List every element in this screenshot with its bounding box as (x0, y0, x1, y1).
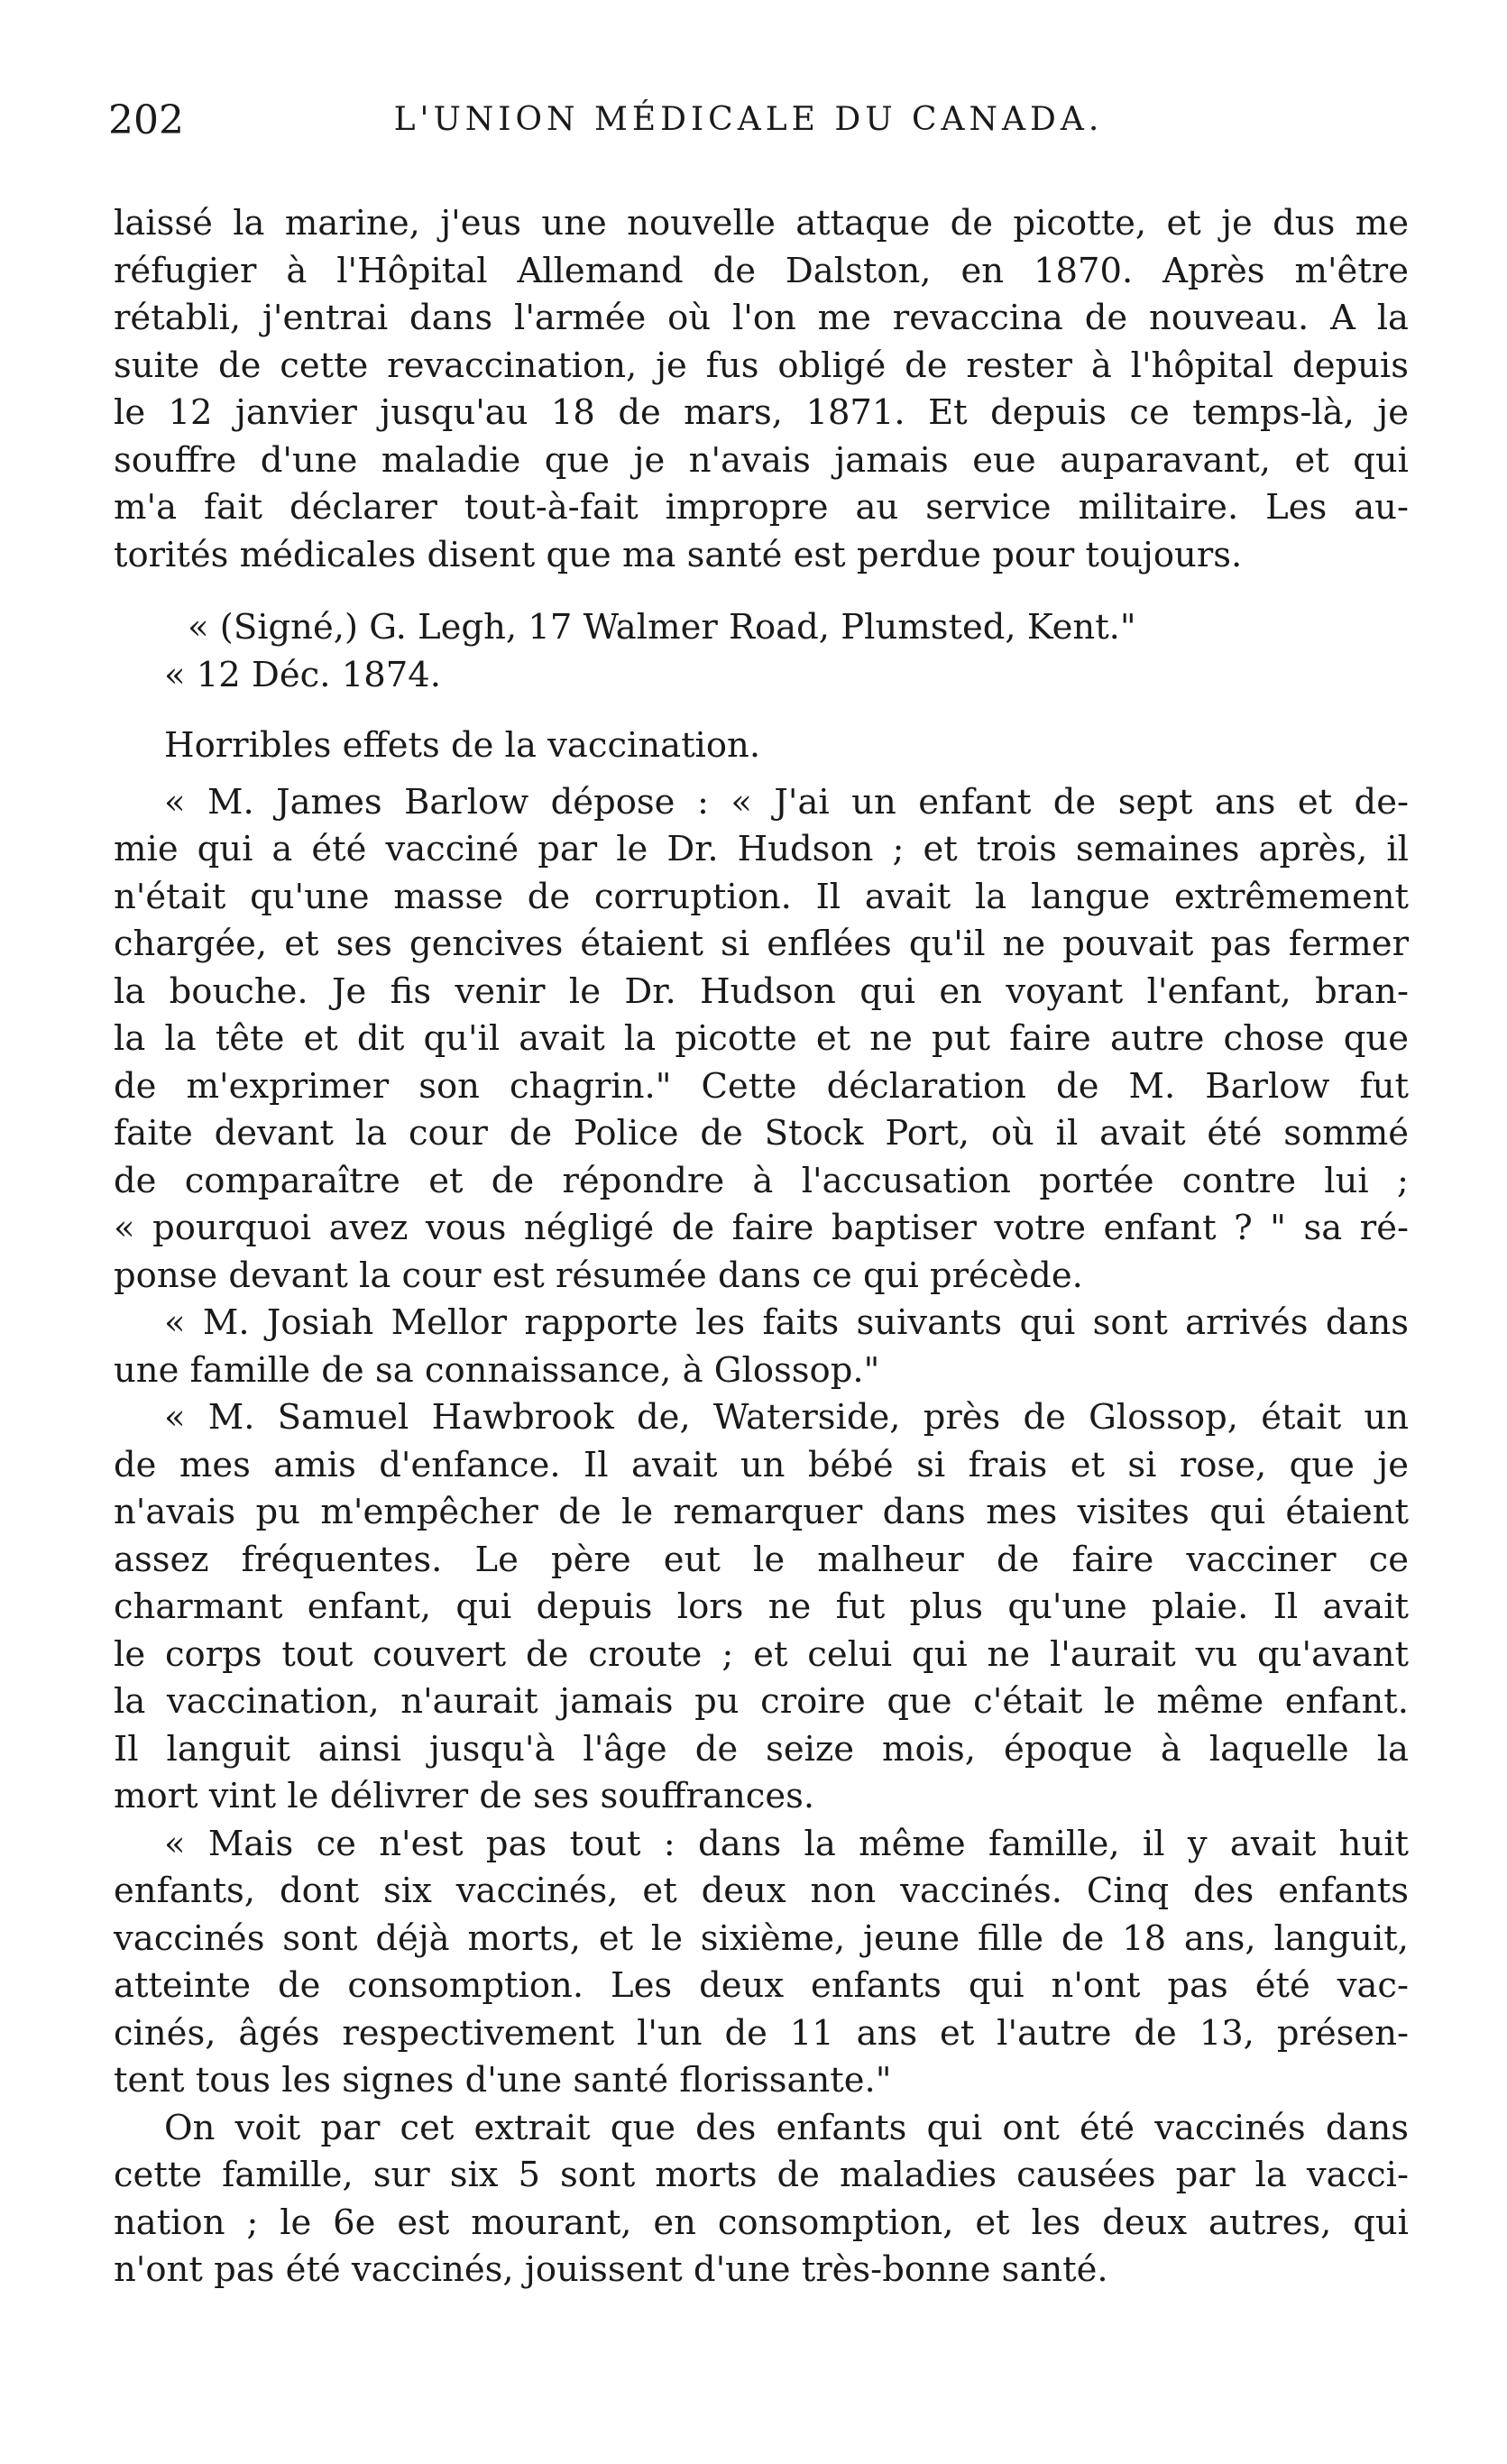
paragraph-mellor (114, 1300, 1409, 1394)
paragraph-barlow (114, 779, 1409, 1301)
text-line: suite de cette revaccination, je fus obligé de rester à l'hôpital depuis (114, 345, 1409, 386)
text-line: mie qui a été vacciné par le Dr. Hudson ; et trois semaines après, il (114, 829, 1409, 869)
signature-line: « (Signé,) G. Legh, 17 Walmer Road, Plumsted, Kent." (188, 607, 1136, 648)
text-line: ponse devant la cour est résumée dans ce qui précède. (114, 1255, 1083, 1296)
signature-date: « 12 Déc. 1874. (164, 654, 441, 695)
text-line: de comparaître et de répondre à l'accusation portée contre lui ; (114, 1160, 1409, 1201)
text-line: assez fréquentes. Le père eut le malheur de faire vacciner ce (114, 1539, 1409, 1580)
text-line: « pourquoi avez vous négligé de faire baptiser votre enfant ? " sa ré- (114, 1208, 1409, 1248)
text-line: le 12 janvier jusqu'au 18 de mars, 1871. Et depuis ce temps-là, je (114, 392, 1409, 433)
page-header (108, 97, 1389, 152)
paragraph-conclusion (114, 2105, 1409, 2294)
text-line: « M. Samuel Hawbrook de, Waterside, près de Glossop, était un (164, 1397, 1409, 1438)
text-line: Il languit ainsi jusqu'à l'âge de seize mois, époque à laquelle la (114, 1728, 1409, 1770)
text-line: de m'exprimer son chagrin." Cette déclaration de M. Barlow fut (114, 1065, 1409, 1107)
page-body (114, 200, 1409, 2294)
section-heading: Horribles effets de la vaccination. (164, 725, 761, 766)
text-line: souffre d'une maladie que je n'avais jamais eue auparavant, et qui (114, 439, 1409, 481)
text-line: faite devant la cour de Police de Stock Port, où il avait été sommé (114, 1113, 1409, 1154)
paragraph-hawbrook (114, 1394, 1409, 1821)
text-line: enfants, dont six vaccinés, et deux non vaccinés. Cinq des enfants (114, 1871, 1409, 1911)
text-line: On voit par cet extrait que des enfants qui ont été vaccinés dans (164, 2107, 1409, 2148)
text-line: vaccinés sont déjà morts, et le sixième, jeune fille de 18 ans, languit, (114, 1917, 1409, 1959)
text-line: torités médicales disent que ma santé est perdue pour toujours. (114, 534, 1243, 575)
text-line: n'ont pas été vaccinés, jouissent d'une très-bonne santé. (114, 2249, 1108, 2290)
running-title: L'UNION MÉDICALE DU CANADA. (393, 101, 1104, 138)
text-line: la bouche. Je fis venir le Dr. Hudson qui en voyant l'enfant, bran- (114, 970, 1409, 1012)
text-line: tent tous les signes d'une santé florissante." (114, 2060, 892, 2101)
text-line: « M. Josiah Mellor rapporte les faits suivants qui sont arrivés dans (164, 1302, 1409, 1343)
text-line: une famille de sa connaissance, à Glossop." (114, 1349, 880, 1391)
text-line: mort vint le délivrer de ses souffrances. (114, 1776, 815, 1816)
text-line: rétabli, j'entrai dans l'armée où l'on me revaccina de nouveau. A la (114, 298, 1409, 338)
text-line: atteinte de consomption. Les deux enfants qui n'ont pas été vac- (114, 1965, 1409, 2006)
text-line: la la tête et dit qu'il avait la picotte et ne put faire autre chose que (114, 1018, 1409, 1059)
text-line: chargée, et ses gencives étaient si enflées qu'il ne pouvait pas fermer (114, 924, 1409, 964)
text-line: nation ; le 6e est mourant, en consomption, et les deux autres, qui (114, 2202, 1409, 2243)
text-line: charmant enfant, qui depuis lors ne fut plus qu'une plaie. Il avait (114, 1586, 1409, 1627)
text-line: cette famille, sur six 5 sont morts de maladies causées par la vacci- (114, 2155, 1409, 2195)
text-line: laissé la marine, j'eus une nouvelle attaque de picotte, et je dus me (114, 203, 1409, 244)
paragraph-family (114, 1821, 1409, 2105)
text-line: réfugier à l'Hôpital Allemand de Dalston, en 1870. Après m'être (114, 250, 1409, 291)
signature-block (114, 604, 1409, 699)
text-line: de mes amis d'enfance. Il avait un bébé si frais et si rose, que je (114, 1444, 1409, 1485)
paragraph-continuation (114, 200, 1409, 579)
text-line: m'a fait déclarer tout-à-fait impropre au service militaire. Les au- (114, 487, 1409, 528)
text-line: n'avais pu m'empêcher de le remarquer dans mes visites qui étaient (114, 1492, 1409, 1532)
text-line: cinés, âgés respectivement l'un de 11 ans et l'autre de 13, présen- (114, 2012, 1409, 2054)
page-number: 202 (108, 97, 184, 143)
text-line: « Mais ce n'est pas tout : dans la même famille, il y avait huit (164, 1823, 1409, 1864)
text-line: le corps tout couvert de croute ; et celui qui ne l'aurait vu qu'avant (114, 1633, 1409, 1675)
text-line: n'était qu'une masse de corruption. Il avait la langue extrêmement (114, 876, 1409, 917)
text-line: « M. James Barlow dépose : « J'ai un enfant de sept ans et de- (164, 781, 1409, 823)
text-line: la vaccination, n'aurait jamais pu croire que c'était le même enfant. (114, 1681, 1409, 1722)
